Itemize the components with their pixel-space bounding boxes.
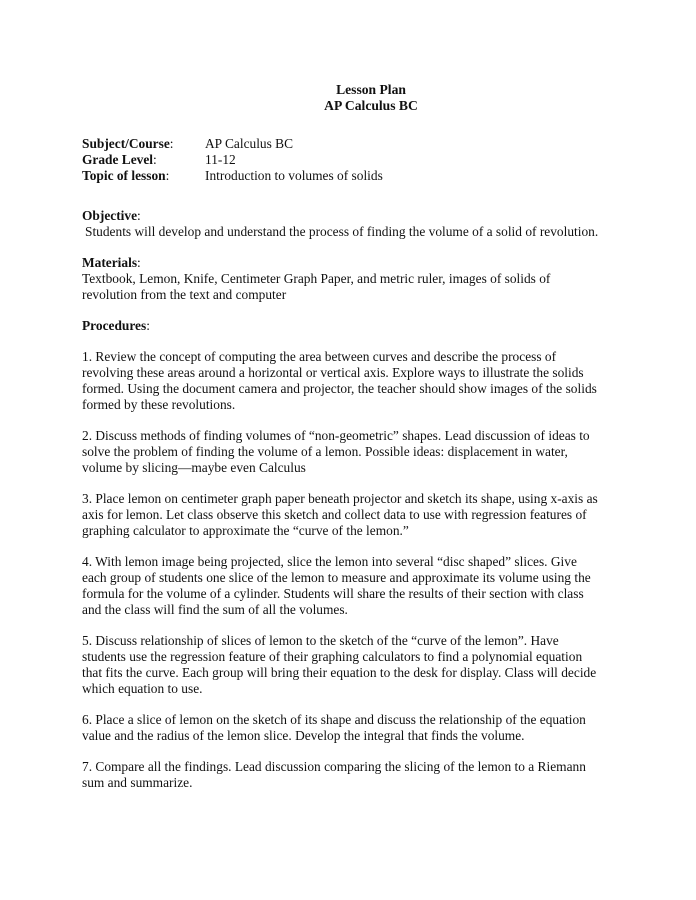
procedure-step-2 [82, 428, 642, 476]
meta-value-grade: 11-12 [205, 152, 236, 167]
step-line: revolving these areas around a horizontal or vertical axis. Explore ways to illustrate the solids [82, 365, 584, 380]
meta-value-topic: Introduction to volumes of solids [205, 168, 383, 183]
document-title [100, 82, 642, 114]
meta-row-grade [82, 152, 642, 168]
materials-text-line: revolution from the text and computer [82, 287, 287, 302]
step-line: volume by slicing—maybe even Calculus [82, 460, 306, 475]
procedure-step-4 [82, 554, 642, 618]
step-line: which equation to use. [82, 681, 203, 696]
procedure-step-1 [82, 349, 642, 413]
objective-heading: Objective: [82, 208, 141, 223]
step-line: value and the radius of the lemon slice. Develop the integral that finds the volume. [82, 728, 525, 743]
step-line: 5. Discuss relationship of slices of lemon to the sketch of the “curve of the lemon”. Have [82, 633, 559, 648]
title-line-1: Lesson Plan [336, 82, 406, 97]
title-line-2: AP Calculus BC [324, 98, 418, 113]
step-line: solve the problem of finding the volume of a lemon. Possible ideas: displacement in water, [82, 444, 568, 459]
step-line: 6. Place a slice of lemon on the sketch of its shape and discuss the relationship of the equation [82, 712, 586, 727]
meta-row-subject [82, 136, 642, 152]
procedure-step-5 [82, 633, 642, 697]
meta-label: Grade Level: [82, 152, 157, 167]
step-line: students use the regression feature of their graphing calculators to find a polynomial equation [82, 649, 583, 664]
step-line: formed by these revolutions. [82, 397, 236, 412]
meta-label: Subject/Course: [82, 136, 174, 151]
step-line: 1. Review the concept of computing the area between curves and describe the process of [82, 349, 557, 364]
step-line: 2. Discuss methods of finding volumes of “non-geometric” shapes. Lead discussion of ideas to [82, 428, 590, 443]
step-line: 4. With lemon image being projected, slice the lemon into several “disc shaped” slices. Give [82, 554, 577, 569]
lesson-meta [82, 136, 642, 184]
meta-value-subject: AP Calculus BC [205, 136, 294, 151]
materials-text-line: Textbook, Lemon, Knife, Centimeter Graph Paper, and metric ruler, images of solids of [82, 271, 551, 286]
meta-row-topic [82, 168, 642, 184]
step-line: formed. Using the document camera and projector, the teacher should show images of the solids [82, 381, 597, 396]
procedures-section [82, 318, 642, 791]
materials-section [82, 255, 642, 303]
step-line: each group of students one slice of the lemon to measure and approximate its volume using the [82, 570, 591, 585]
procedure-step-6 [82, 712, 642, 744]
step-line: that fits the curve. Each group will bring their equation to the desk for display. Class will decide [82, 665, 597, 680]
step-line: graphing calculator to approximate the “curve of the lemon.” [82, 523, 409, 538]
meta-label: Topic of lesson: [82, 168, 170, 183]
objective-text: Students will develop and understand the process of finding the volume of a solid of revolution. [85, 224, 599, 239]
step-line: 3. Place lemon on centimeter graph paper beneath projector and sketch its shape, using x-axis as [82, 491, 598, 506]
procedure-step-3 [82, 491, 642, 539]
objective-section [82, 208, 642, 240]
step-line: sum and summarize. [82, 775, 193, 790]
procedure-step-7 [82, 759, 642, 791]
step-line: axis for lemon. Let class observe this sketch and collect data to use with regression features of [82, 507, 587, 522]
step-line: formula for the volume of a cylinder. Students will share the results of their section with class [82, 586, 584, 601]
step-line: 7. Compare all the findings. Lead discussion comparing the slicing of the lemon to a Riemann [82, 759, 586, 774]
document-page [82, 82, 642, 806]
procedures-heading: Procedures: [82, 318, 150, 333]
procedure-steps [82, 349, 642, 791]
materials-heading: Materials: [82, 255, 141, 270]
step-line: and the class will find the sum of all the volumes. [82, 602, 348, 617]
